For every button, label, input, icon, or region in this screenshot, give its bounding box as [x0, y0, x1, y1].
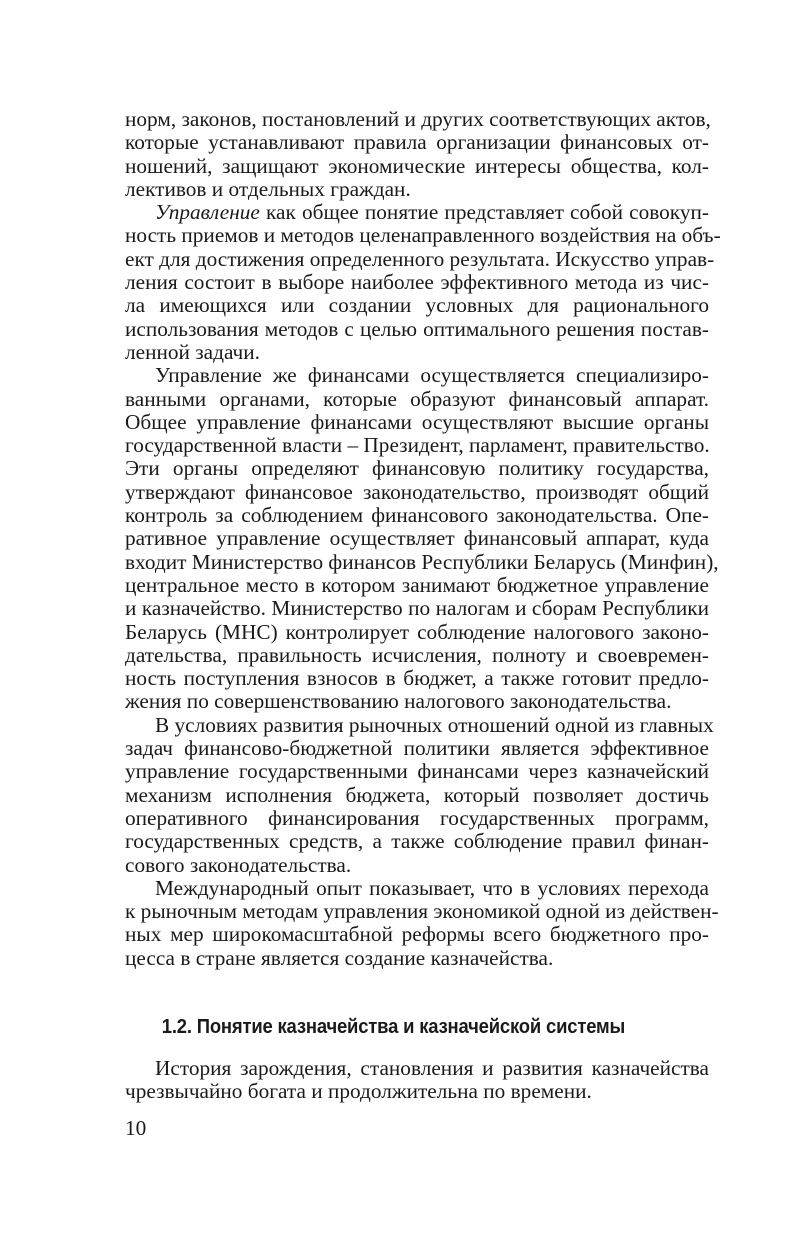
text-line: ношений, защищают экономические интересы общества, кол-	[125, 153, 709, 178]
section-heading-text: 1.2. Понятие казначейства и казначейской системы	[161, 1015, 625, 1038]
page-number: 10	[125, 1116, 147, 1140]
text-line: задач финансово-бюджетной политики является эффективное	[125, 736, 709, 761]
text-line: ность поступления взносов в бюджет, а также готовит предло-	[125, 666, 709, 691]
text-line: ных мер широкомасштабной реформы всего бюджетного про-	[125, 922, 709, 947]
text-line: ленной задачи.	[125, 339, 260, 364]
text-line: История зарождения, становления и развития казначейства	[155, 1056, 709, 1080]
text-run: как общее понятие представляет собой совокуп-	[259, 200, 709, 225]
text-line: входит Министерство финансов Республики Беларусь (Минфин),	[125, 549, 719, 574]
text-line: ект для достижения определенного результата. Искусство управ-	[125, 246, 715, 271]
text-line: ность приемов и методов целенаправленного воздействия на объ-	[125, 223, 721, 248]
text-line: лективов и отдельных граждан.	[125, 176, 411, 201]
text-line: Управление же финансами осуществляется специализиро-	[155, 363, 709, 388]
italic-term: Управление	[155, 200, 260, 225]
text-line: ративное управление осуществляет финансовый аппарат, куда	[125, 526, 709, 551]
text-line: цесса в стране является создание казначейства.	[125, 945, 554, 970]
text-line: ла имеющихся или создании условных для рационального	[125, 293, 709, 318]
text-line: Беларусь (МНС) контролирует соблюдение налогового законо-	[125, 619, 709, 644]
text-line: государственной власти – Президент, парламент, правительство.	[125, 433, 710, 458]
text-line	[125, 201, 709, 224]
text-line: Эти органы определяют финансовую политику государства,	[125, 456, 709, 481]
text-line: и казначейство. Министерство по налогам и сборам Республики	[125, 596, 709, 621]
text-line: дательства, правильность исчисления, полноту и своевремен-	[125, 642, 709, 667]
text-line: контроль за соблюдением финансового законодательства. Опе-	[125, 503, 709, 528]
text-line: В условиях развития рыночных отношений одной из главных	[155, 712, 714, 737]
text-line: Общее управление финансами осуществляют высшие органы	[125, 409, 709, 434]
text-line: оперативного финансирования государственных программ,	[125, 805, 709, 830]
section-heading	[0, 1014, 786, 1040]
paragraph-3	[125, 363, 719, 714]
text-line: государственных средств, а также соблюдение правил финан-	[125, 829, 709, 854]
paragraph-6	[125, 1057, 709, 1104]
text-line: жения по совершенствованию налогового законодательства.	[125, 689, 672, 714]
text-line: норм, законов, постановлений и других соответствующих актов,	[125, 107, 711, 131]
text-line: утверждают финансовое законодательство, производят общий	[125, 479, 709, 504]
text-line: к рыночным методам управления экономикой одной из действен-	[125, 899, 719, 924]
text-line: Международный опыт показывает, что в условиях перехода	[155, 875, 709, 900]
text-line: механизм исполнения бюджета, который позволяет достичь	[125, 782, 709, 807]
text-line: сового законодательства.	[125, 852, 352, 877]
paragraph-2	[125, 200, 721, 364]
paragraph-4	[125, 712, 714, 877]
text-line: которые устанавливают правила организации финансовых от-	[125, 130, 709, 155]
text-line: ления состоит в выборе наиболее эффективного метода из чис-	[125, 270, 709, 295]
paragraph-5	[125, 875, 719, 970]
paragraph-1	[125, 108, 709, 201]
text-line: чрезвычайно богата и продолжительна по времени.	[125, 1079, 592, 1104]
text-line: использования методов с целью оптимального решения постав-	[125, 316, 709, 341]
main-text-block	[125, 107, 721, 970]
text-line: центральное место в котором занимают бюджетное управление	[125, 572, 709, 597]
text-line: управление государственными финансами через казначейский	[125, 759, 709, 784]
text-line: ванными органами, которые образуют финансовый аппарат.	[125, 386, 709, 411]
